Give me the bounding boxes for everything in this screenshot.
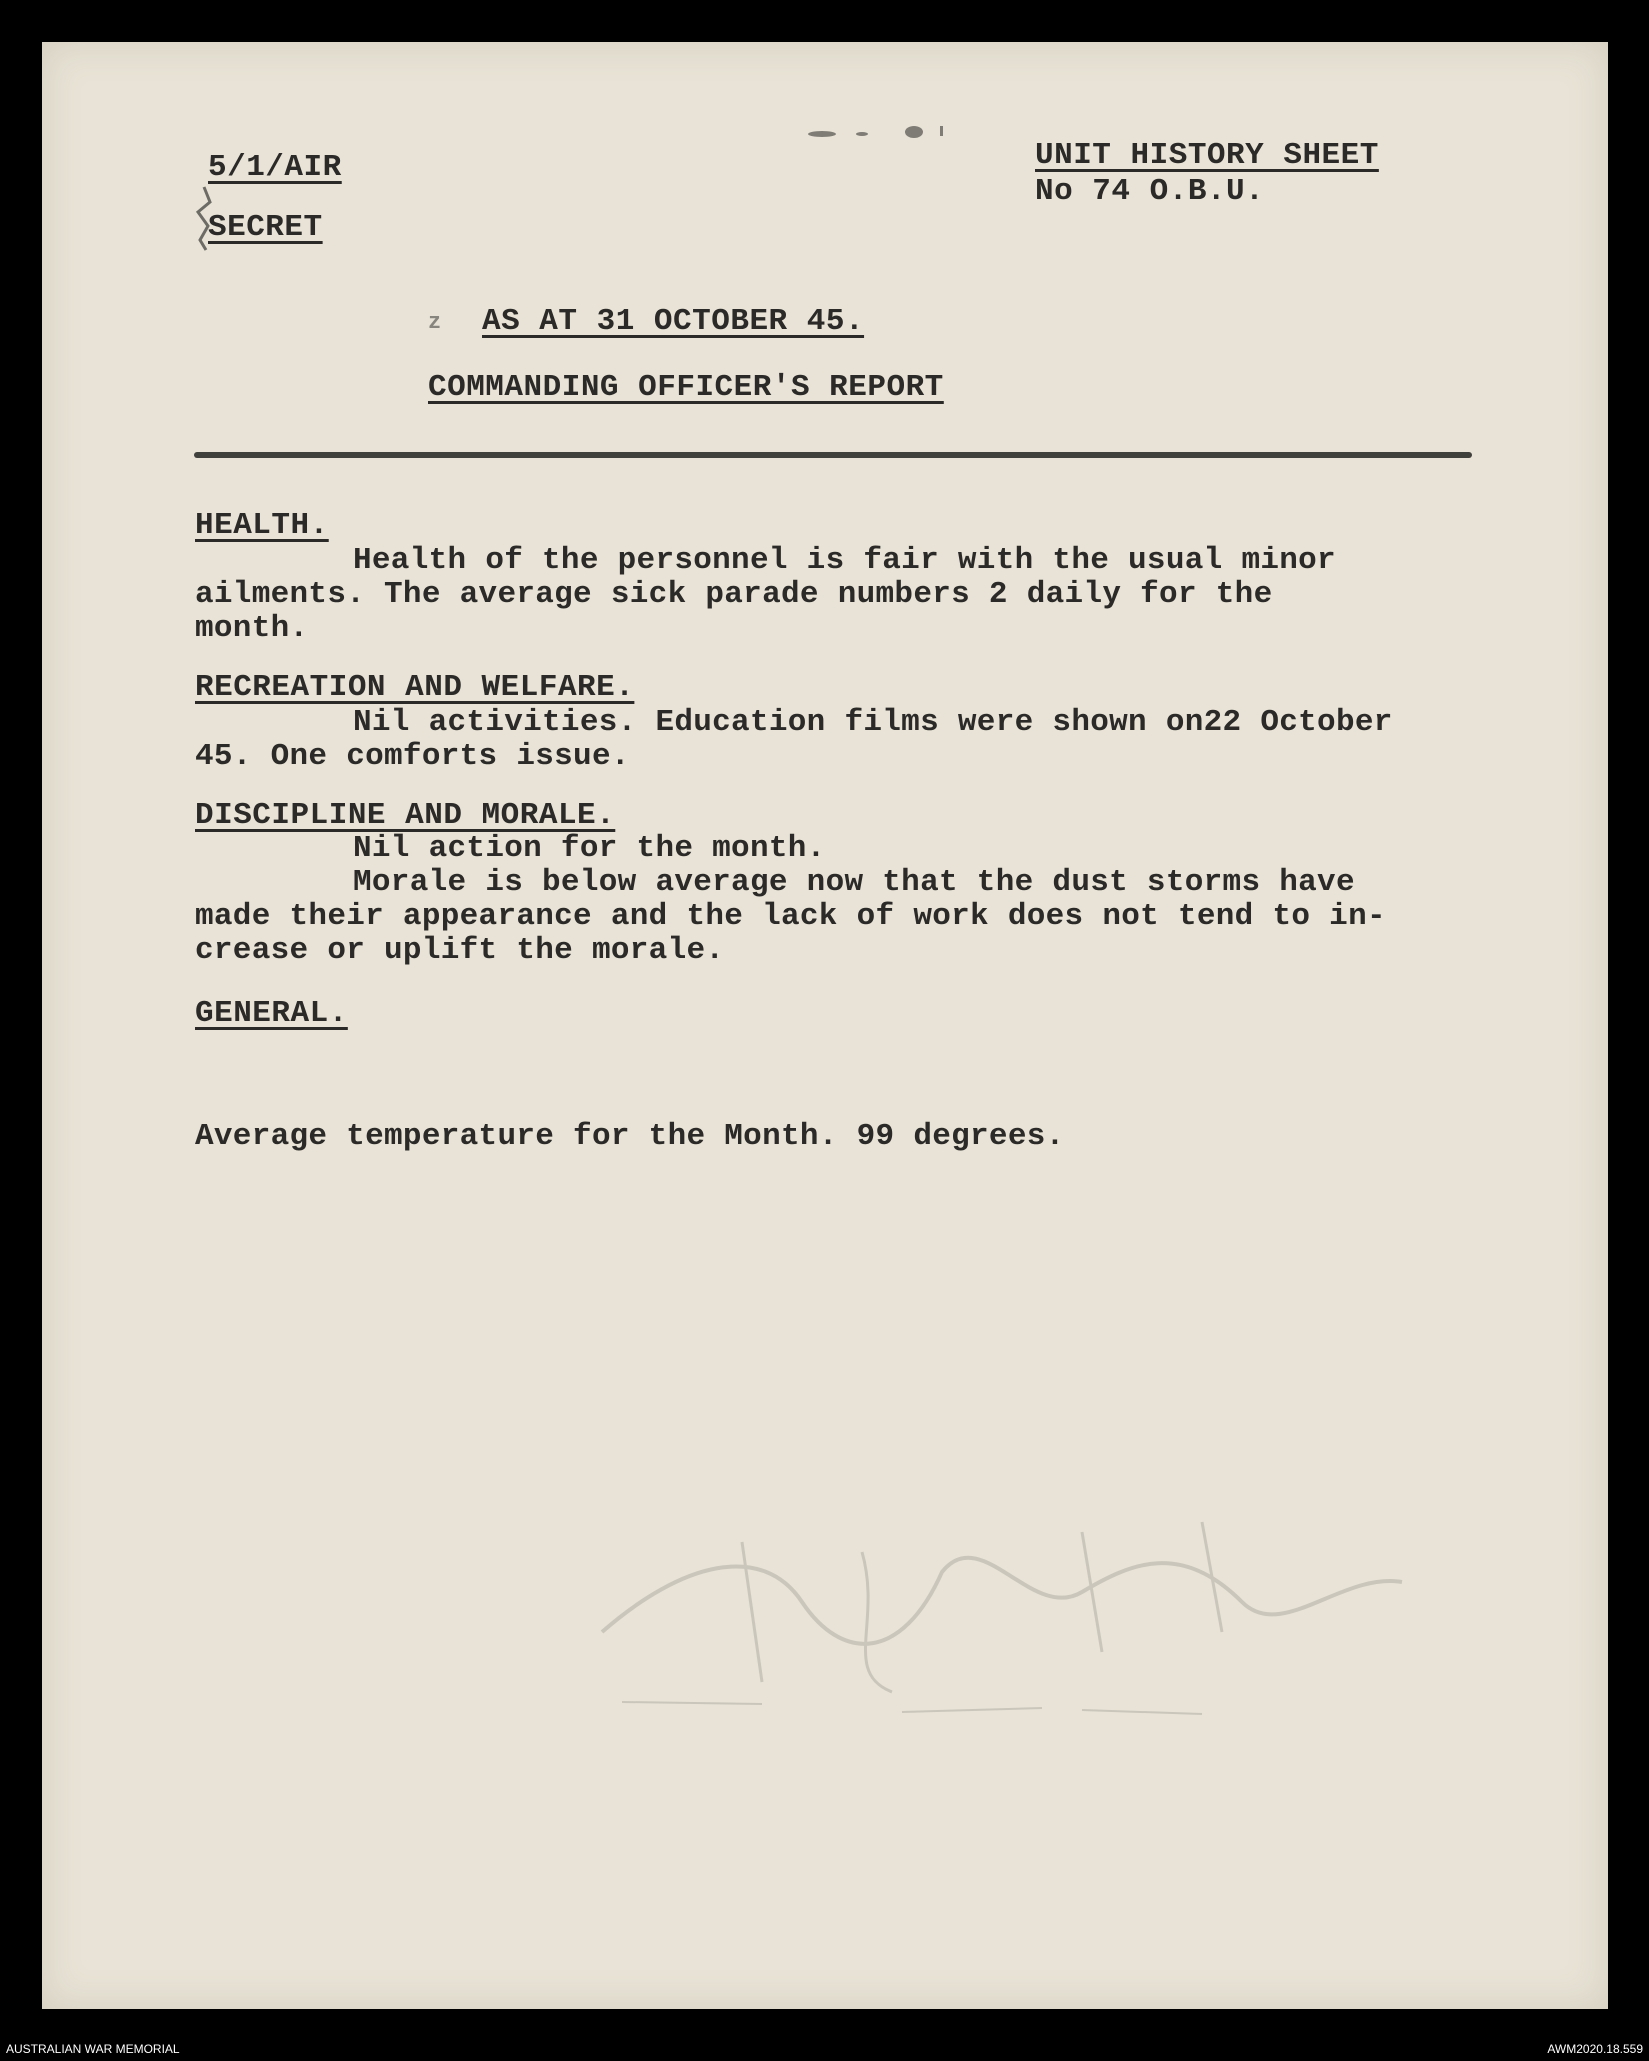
report-date: AS AT 31 OCTOBER 45. <box>482 304 865 339</box>
document-page <box>42 42 1608 2009</box>
section-heading-general: GENERAL. <box>195 996 348 1031</box>
unit-name: No 74 O.B.U. <box>1035 174 1265 209</box>
health-line: Health of the personnel is fair with the usual minor <box>353 543 1336 578</box>
archive-credit: AUSTRALIAN WAR MEMORIAL <box>6 2042 180 2056</box>
health-line: ailments. The average sick parade numbers 2 daily for the <box>195 577 1273 612</box>
discipline-line: Morale is below average now that the dust storms have <box>353 865 1355 900</box>
discipline-line: made their appearance and the lack of work does not tend to in- <box>195 899 1386 934</box>
archive-reference: AWM2020.18.559 <box>1547 2042 1643 2056</box>
general-line: Average temperature for the Month. 99 degrees. <box>195 1119 1065 1154</box>
section-heading-health: HEALTH. <box>195 508 329 543</box>
health-line: month. <box>195 611 309 646</box>
recreation-line: Nil activities. Education films were shown on22 October <box>353 705 1393 740</box>
discipline-line: crease or uplift the morale. <box>195 933 725 968</box>
section-heading-discipline: DISCIPLINE AND MORALE. <box>195 798 616 833</box>
faded-signature-icon <box>562 1482 1422 1742</box>
discipline-line: Nil action for the month. <box>353 831 826 866</box>
report-title: COMMANDING OFFICER'S REPORT <box>428 370 944 405</box>
margin-marker: z <box>428 310 442 335</box>
ink-smudge-icon <box>802 124 952 144</box>
sheet-title: UNIT HISTORY SHEET <box>1035 138 1379 173</box>
recreation-line: 45. One comforts issue. <box>195 739 630 774</box>
file-reference: 5/1/AIR <box>208 150 342 185</box>
section-heading-recreation: RECREATION AND WELFARE. <box>195 670 635 705</box>
classification-label: SECRET <box>208 210 323 245</box>
horizontal-divider <box>194 452 1472 458</box>
